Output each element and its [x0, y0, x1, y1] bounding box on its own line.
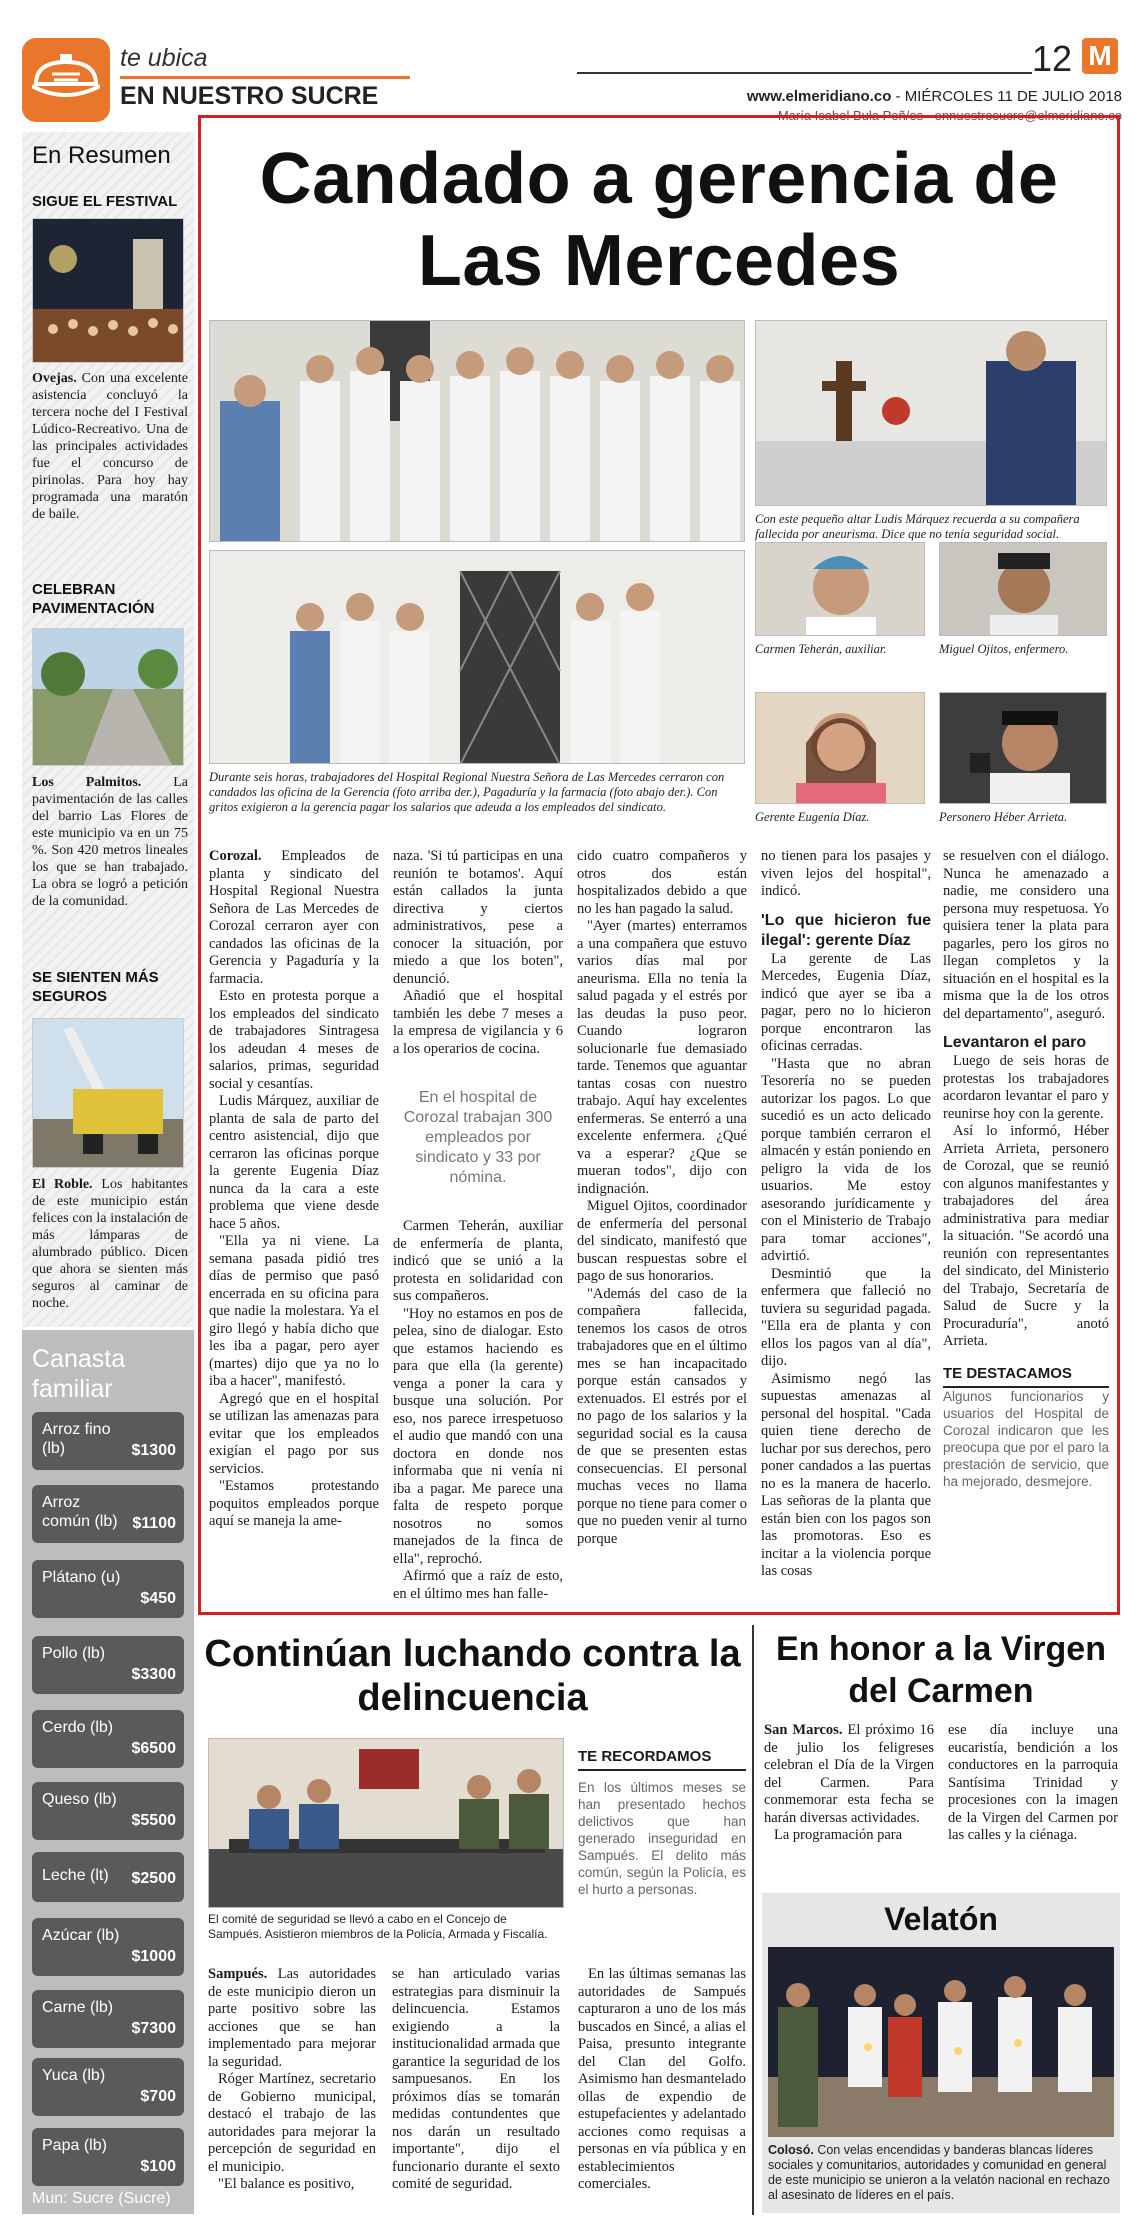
paragraph: "Además del caso de la compañera fallecida, tenemos los casos de otros trabajadores que en el último mes se han incapacitado porque están cansados y extenuados. El estrés por el no pago de los salarios y la seguridad social es la causa de que se presenten estas consecuencias. El personal muchas veces no llama porque no tiene para comer o que no pueden venir al turno porque — [577, 1285, 747, 1547]
price-item: Queso (lb) $5500 — [32, 1782, 184, 1840]
paragraph: Añadió que el hospital también les debe 7 meses a la empresa de vigilancia y 6 a los operarios de cocina. — [393, 988, 563, 1057]
paragraph: Miguel Ojitos, coordinador de enfermería del personal del sindicato, manifestó que buscan respuestas sobre el pago de sus honorarios. — [577, 1198, 747, 1284]
paragraph: La gerente de Las Mercedes, Eugenia Díaz, indicó que ayer se iba a pagar, pero no lo hicieron porque encontraron las oficinas cerradas. — [761, 950, 931, 1054]
ojitos-caption: Miguel Ojitos, enfermero. — [939, 642, 1069, 656]
website[interactable]: www.elmeridiano.co — [746, 88, 892, 105]
subheading: Levantaron el paro — [943, 1034, 1087, 1051]
price-item: Papa (lb) $100 — [32, 2128, 184, 2186]
brief-title: SE SIENTEN MÁS SEGUROS — [32, 969, 159, 1005]
article2-column-3 — [578, 1966, 746, 2194]
paragraph: se resuelven con el diálogo. Nunca he amenazado a nadie, me considero una persona muy respetuosa. Yo quisiera tener la plata para pagarles, pero los giros no llegan completos y la situación en el hospital es la misma que la de los otros del departamento", aseguró. — [943, 848, 1109, 1022]
paragraph: Ludis Márquez, auxiliar de planta de sala de parto del centro asistencial, dijo que cerraron las oficinas porque la gerente Eugenia Díaz nunca da la cara a este problema que viene desde hace 5 años. — [209, 1093, 379, 1232]
article3-column-1 — [764, 1722, 934, 1845]
price-item: Arroz común (lb) $1100 — [32, 1485, 184, 1543]
article3-headline: En honor a la Virgen del Carmen — [776, 1630, 1106, 1710]
price-item: Yuca (lb) $700 — [32, 2058, 184, 2116]
canasta-title: Canasta familiar — [32, 1345, 126, 1403]
paragraph: En las últimas semanas las autoridades de Sampués capturaron a uno de los más buscados en Sincé, a alias el Paisa, presunto integrante del Clan del Golfo. Asimismo han desmantelado ollas de expendio de estupefacientes y adelantado acciones como requisas a personas en vía pública y en establecimientos comerciales. — [578, 1966, 746, 2192]
header-rule — [577, 72, 1032, 74]
article-column-5 — [943, 848, 1109, 1490]
paragraph: "Ayer (martes) enterramos a una compañera que estuvo varios días mal por aneurisma. Ella no tenía la salud pagada y el estrés por las deudas la puso peor. Cuando lograron solucionarle fue demasiado tarde. Tenemos que aguantar tantas cosas con nuestro trabajo. Aquí hay excelentes enfermeras. Se enterró a una excelente enfermera. ¿Qué va a esperar? ¿Que se mueran todos", dijo con indignación. — [577, 918, 747, 1197]
brief-text: Ovejas. Con una excelente asistencia concluyó la tercera noche del I Festival Lúdico-Recreativo. Una de las principales actividades fue el concurso de pirinolas. Para hoy hay programada una maratón de baile. — [32, 371, 188, 522]
paragraph: cido cuatro compañeros y otros dos están hospitalizados debido a que no les han pagado la salud. — [577, 848, 747, 917]
paragraph: "Hoy no estamos en pos de pelea, sino de dialogar. Esto que estamos haciendo es para que ella (la gerente) venga a poner la cara y busque una solución. Por eso, nos parece irrespetuoso el audio que mandó con una doctora en donde nos informaba que ni venía ni iba a pagar. Me parece una falta de respeto porque nosotros no somos manejados de la finca de ella", reprochó. — [393, 1305, 563, 1567]
velaton-box — [762, 1893, 1120, 2213]
article-column-3 — [577, 848, 747, 1548]
paragraph: Luego de seis horas de protestas los trabajadores acordaron levantar el paro y reunirse hoy con la gerente. — [943, 1053, 1109, 1122]
issue-date: - MIÉRCOLES 11 DE JULIO 2018 — [891, 88, 1122, 105]
teheran-portrait — [755, 542, 925, 636]
byline: María Isabel Buła Peñ/es - ennuestrosucre@elmeridiano.co — [777, 108, 1122, 123]
article-column-2 — [393, 848, 563, 1603]
paragraph: Corozal. Empleados de planta y sindicato del Hospital Regional Nuestra Señora de Las Mercedes de Corozal cerraron ayer con candados las oficinas de la Gerencia y Pagaduría y la farmacia. — [209, 848, 379, 987]
ojitos-portrait — [939, 542, 1107, 636]
paragraph: Asimismo negó las supuestas amenazas al personal del hospital. "Cada quien tiene derecho de luchar por sus derechos, pero poner candados a las puertas no es la manera de hacerlo. Las señoras de la planta que están bien con los pagos son las promotoras. Eso es incitar a la violencia porque las cosas — [761, 1370, 931, 1579]
velaton-title: Velatón — [884, 1901, 998, 1937]
paragraph: Sampués. Las autoridades de este municipio dieron un parte positivo sobre las acciones que se han implementado para mejorar la seguridad. — [208, 1966, 376, 2070]
section-name: EN NUESTRO SUCRE — [120, 82, 379, 110]
en-resumen-heading: En Resumen — [32, 142, 171, 169]
workers-door-photo — [209, 550, 745, 764]
price-item: Carne (lb) $7300 — [32, 1990, 184, 2048]
velaton-caption: Colosó. Con velas encendidas y banderas blancas líderes sociales y comunitarios, autoridades y comunidad en general de este municipio se unieron a la velatón nacional en rechazo al asesinato de líderes en el país. — [768, 2143, 1110, 2202]
festival-photo — [32, 218, 184, 363]
paragraph: Róger Martínez, secretario de Gobierno municipal, destacó el trabajo de las autoridades para mejorar la percepción de seguridad en el municipio. — [208, 2071, 376, 2175]
page-number: 12 — [1032, 38, 1073, 79]
canasta-footer: Mun: Sucre (Sucre) — [32, 2190, 171, 2207]
price-item: Arroz fino (lb) $1300 — [32, 1412, 184, 1470]
section-rule — [120, 76, 410, 79]
paragraph: Agregó que en el hospital se utilizan las amenazas para evitar que los empleados exigían el pago por sus servicios. — [209, 1390, 379, 1477]
altar-photo — [755, 320, 1107, 506]
security-committee-photo — [208, 1738, 564, 1908]
dateline — [747, 88, 1122, 105]
altar-caption: Con este pequeño altar Ludis Márquez recuerda a su compañera fallecida por aneurisma. Dice que no tenía seguridad social. — [755, 512, 1080, 541]
paragraph: Desmintió que la enfermera que falleció no tuviera su seguridad pagada. "Ella era de planta y con ellos los pagos van al día", dijo. — [761, 1265, 931, 1369]
brief-title: CELEBRAN PAVIMENTACIÓN — [32, 581, 155, 617]
pavement-photo — [32, 628, 184, 766]
paragraph: "Hasta que no abran Tesorería no se pueden autorizar los pagos. Lo que sucedió es un acto delicado porque también cerraron el almacén y están poniendo en peligro la vida de los usuarios. Me estoy asesorando jurídicamente y con el Ministerio de Trabajo para tomar acciones", advirtió. — [761, 1055, 931, 1264]
arrieta-portrait — [939, 692, 1107, 804]
paragraph: no tienen para los pasajes y viven lejos del hospital", indicó. — [761, 848, 931, 899]
pull-quote: En el hospital de Corozal trabajan 300 empleados por sindicato y 33 por nómina. — [403, 1089, 553, 1186]
teheran-caption: Carmen Teherán, auxiliar. — [755, 642, 887, 656]
price-item: Leche (lt) $2500 — [32, 1852, 184, 1902]
article2-headline: Continúan luchando contra la delincuencia — [204, 1633, 741, 1719]
article2-column-2 — [392, 1966, 560, 2194]
sidebar — [22, 132, 194, 2214]
paragraph: La programación para — [774, 1827, 903, 1843]
brief-text: El Roble. Los habitantes de este municipio están felices con la instalación de más lámparas de alumbrado público. Dicen que ahora se sienten más seguros al caminar de noche. — [32, 1177, 188, 1311]
price-item: Pollo (lb) $3300 — [32, 1636, 184, 1694]
paragraph: San Marcos. El próximo 16 de julio los feligreses celebran el Día de la Virgen del Carmen. Para conmemorar esta fecha se harán diversas actividades. — [764, 1722, 934, 1826]
main-article — [198, 115, 1120, 1615]
group-caption: Durante seis horas, trabajadores del Hospital Regional Nuestra Señora de Las Mercedes cerraron con candados las oficina de la Gerencia (foto arriba der.), Pagaduría y la farmacia (foto abajo der.). Con gritos exigieron a la gerencia pagar los salarios que adeuda a los empleados del sindicato. — [209, 770, 725, 814]
te-recordamos-box — [578, 1748, 746, 1898]
article3-column-2 — [948, 1722, 1118, 1845]
paragraph: "El balance es positivo, — [218, 2176, 355, 2192]
paragraph: se han articulado varias estrategias para disminuir la delincuencia. Estamos exigiendo a la institucionalidad armada que garantice la seguridad de los sampuesanos. En los próximos días se tomarán medidas contundentes que nos darán un resultado importante", dijo el funcionario durante el sexto comité de seguridad. — [392, 1966, 560, 2192]
article2-column-1 — [208, 1966, 376, 2194]
paragraph: Así lo informó, Héber Arrieta Arrieta, personero de Corozal, que se reunió con algunos manifestantes y trabajadores del área administrativa para mediar la situación. "Se acordó una reunión con representantes del sindicato, del Ministerio del Trabajo, Secretaría de Salud de Sucre y la Procuraduría", anotó Arrieta. — [943, 1123, 1109, 1349]
brief-text: Los Palmitos. La pavimentación de las calles del barrio Las Flores de este municipio va en un 75 %. Son 420 metros lineales los que se han trabajado. La obra se logró a petición de la comunidad. — [32, 775, 188, 909]
committee-caption: El comité de seguridad se llevó a cabo en el Concejo de Sampués. Asistieron miembros de la Policía, Armada y Fiscalía. — [208, 1912, 548, 1941]
price-item: Plátano (u) $450 — [32, 1560, 184, 1618]
paragraph: ese día incluye una eucaristía, bendición a los conductores en la parroquia Santísima Trinidad y procesiones con la imagen de la Virgen del Carmen por las calles y la ciénaga. — [948, 1722, 1118, 1843]
arrieta-caption: Personero Héber Arrieta. — [939, 810, 1068, 824]
diaz-portrait — [755, 692, 925, 804]
page-header — [22, 34, 1122, 124]
te-recordamos-title: TE RECORDAMOS — [578, 1748, 746, 1771]
en-resumen-panel — [22, 132, 194, 1327]
paragraph: Afirmó que a raíz de esto, en el último mes han falle- — [393, 1568, 563, 1602]
paragraph: Carmen Teherán, auxiliar de enfermería de planta, indicó que se unió a la protesta en solidaridad con sus compañeros. — [393, 1218, 563, 1304]
price-item: Cerdo (lb) $6500 — [32, 1710, 184, 1768]
paragraph: "Estamos protestando poquitos empleados porque aquí se maneja la ame- — [209, 1478, 379, 1529]
paragraph: "Ella ya ni viene. La semana pasada pidió tres días de permiso que pasó encerrada en su oficina para que nadie la molestara. Ya el giro llegó y había dicho que les iba a pagar, pero ayer (martes) dijo que ya no lo iba a hacer", manifestó. — [209, 1233, 379, 1389]
column-divider — [752, 1625, 754, 2215]
brief-title: SIGUE EL FESTIVAL — [32, 193, 178, 210]
article-column-1 — [209, 848, 379, 1531]
canasta-familiar-panel — [22, 1330, 194, 2214]
paragraph: naza. 'Si tú participas en una reunión te botamos'. Aquí están callados la junta directiva y ciertos administrativos, pese a conocer la situación, por miedo a que los boten", denunció. — [393, 848, 563, 987]
section-kicker: te ubica — [120, 44, 208, 72]
velaton-photo — [768, 1947, 1114, 2137]
te-recordamos-text: En los últimos meses se han presentado hechos delictivos que han generado inseguridad en Sampués. El delito más común, según la Policía, es el hurto a personas. — [578, 1780, 746, 1897]
paragraph: Esto en protesta porque a los empleados del sindicato de trabajadores Sintragesa los adeudan 4 meses de salarios, primas, seguridad social y cesantías. — [209, 988, 379, 1092]
diaz-caption: Gerente Eugenia Díaz. — [755, 810, 870, 824]
main-headline: Candado a gerencia de Las Mercedes — [259, 139, 1059, 301]
subheading: 'Lo que hicieron fue ilegal': gerente Díaz — [761, 911, 931, 949]
hat-icon — [32, 50, 100, 110]
section-logo — [22, 38, 110, 122]
workers-group-photo — [209, 320, 745, 542]
lamps-photo — [32, 1018, 184, 1168]
brand-badge: M — [1082, 38, 1118, 74]
te-destacamos-title: TE DESTACAMOS — [943, 1365, 1109, 1389]
te-destacamos-text: Algunos funcionarios y usuarios del Hospital de Corozal indicaron que les preocupa que por el paro la prestación de servicio, que ha mejorado, desmejore. — [943, 1389, 1109, 1489]
price-item: Azúcar (lb) $1000 — [32, 1918, 184, 1976]
article-column-4 — [761, 848, 931, 1581]
